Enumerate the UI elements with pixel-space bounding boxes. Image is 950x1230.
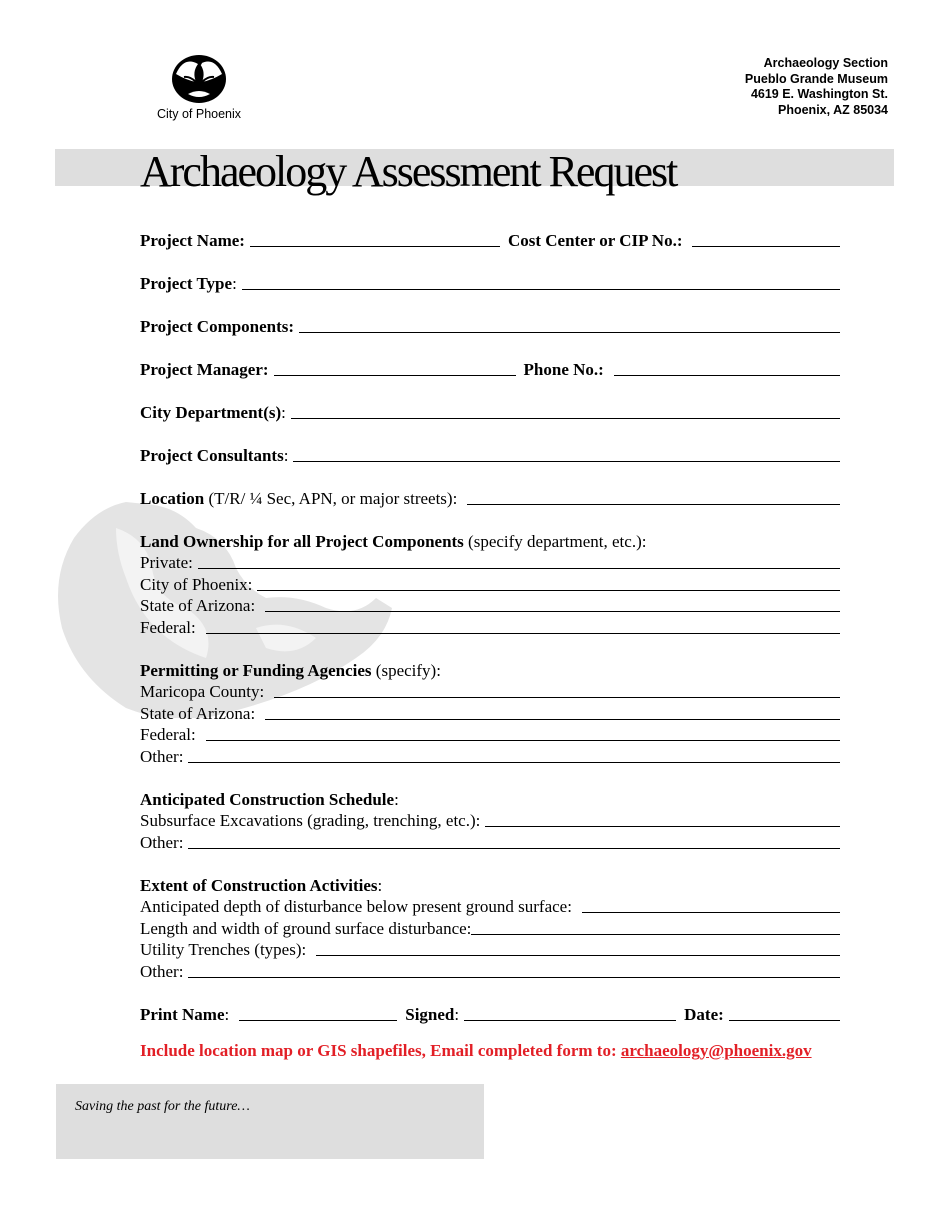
project-manager-row bbox=[140, 357, 840, 379]
project-manager-field[interactable] bbox=[274, 375, 516, 376]
project-manager-label: Project Manager: bbox=[140, 359, 269, 379]
land-ownership-label: Land Ownership for all Project Components bbox=[140, 531, 464, 551]
state-of-arizona-label: State of Arizona: bbox=[140, 596, 256, 615]
utility-trenches-row bbox=[140, 938, 840, 960]
other-row bbox=[140, 744, 840, 766]
project-name-field[interactable] bbox=[250, 246, 500, 247]
project-components-row bbox=[140, 314, 840, 336]
other-3-field[interactable] bbox=[188, 977, 840, 978]
utility-trenches-field[interactable] bbox=[316, 955, 840, 956]
tagline: Saving the past for the future… bbox=[75, 1099, 250, 1114]
address-line: Archaeology Section bbox=[763, 56, 888, 70]
date-field[interactable] bbox=[729, 1020, 840, 1021]
permitting-label: Permitting or Funding Agencies bbox=[140, 660, 372, 680]
other-2-field[interactable] bbox=[188, 848, 840, 849]
city-of-phoenix-label: City of Phoenix: bbox=[140, 574, 253, 594]
project-consultants-row: Project Consultants: bbox=[140, 443, 840, 465]
page-title: Archaeology Assessment Request bbox=[140, 147, 677, 196]
project-consultants-field[interactable] bbox=[293, 461, 840, 462]
state-of-arizona-2-row bbox=[140, 701, 840, 723]
utility-trenches-label: Utility Trenches (types): bbox=[140, 940, 307, 959]
federal-row bbox=[140, 615, 840, 637]
other-3-label: Other: bbox=[140, 961, 184, 981]
private-row bbox=[140, 551, 840, 573]
project-type-field[interactable] bbox=[242, 289, 840, 290]
state-of-arizona-field[interactable] bbox=[265, 611, 840, 612]
project-consultants-label: Project Consultants bbox=[140, 445, 284, 465]
location-field[interactable] bbox=[467, 504, 840, 505]
signature-row: Print Name: Signed: Date: bbox=[140, 1002, 840, 1024]
other-3-row bbox=[140, 959, 840, 981]
location-row bbox=[140, 486, 840, 508]
depth-label: Anticipated depth of disturbance below present ground surface: bbox=[140, 897, 572, 916]
address-line: 4619 E. Washington St. bbox=[750, 87, 888, 101]
subsurface-row bbox=[140, 809, 840, 831]
assessment-form bbox=[140, 228, 840, 1024]
city-department-field[interactable] bbox=[291, 418, 840, 419]
federal-2-label: Federal: bbox=[140, 725, 196, 744]
depth-field[interactable] bbox=[582, 912, 840, 913]
project-type-label: Project Type bbox=[140, 273, 233, 293]
project-components-label: Project Components: bbox=[140, 316, 295, 336]
land-ownership-heading bbox=[140, 529, 840, 551]
other-field[interactable] bbox=[188, 762, 840, 763]
city-of-phoenix-field[interactable] bbox=[257, 590, 840, 591]
federal-2-field[interactable] bbox=[206, 740, 840, 741]
city-department-label: City Department(s) bbox=[140, 402, 282, 422]
project-name-row bbox=[140, 228, 840, 250]
schedule-heading: Anticipated Construction Schedule: bbox=[140, 789, 399, 809]
signed-label: Signed bbox=[405, 1004, 455, 1024]
logo-text: City of Phoenix bbox=[156, 107, 242, 121]
length-width-field[interactable] bbox=[471, 934, 840, 935]
private-label: Private: bbox=[140, 553, 193, 572]
other-label: Other: bbox=[140, 746, 184, 766]
maricopa-county-row bbox=[140, 680, 840, 702]
land-ownership-hint: (specify department, etc.): bbox=[463, 531, 647, 551]
address-line: Pueblo Grande Museum bbox=[744, 71, 888, 86]
location-label: Location bbox=[140, 488, 205, 508]
email-link[interactable]: archaeology@phoenix.gov bbox=[620, 1041, 812, 1060]
project-components-field[interactable] bbox=[299, 332, 840, 333]
depth-row bbox=[140, 895, 840, 917]
phone-no-label: Phone No.: bbox=[523, 359, 604, 379]
other-2-label: Other: bbox=[140, 832, 184, 852]
city-logo bbox=[140, 50, 258, 124]
extent-heading: Extent of Construction Activities: bbox=[140, 875, 383, 895]
federal-label: Federal: bbox=[140, 617, 196, 637]
location-hint: (T/R/ ¼ Sec, APN, or major streets): bbox=[204, 488, 458, 508]
state-of-arizona-2-label: State of Arizona: bbox=[140, 703, 256, 723]
extent-label: Extent of Construction Activities bbox=[140, 875, 378, 895]
submission-note bbox=[140, 1041, 812, 1061]
footer-box bbox=[56, 1084, 484, 1159]
subsurface-field[interactable] bbox=[485, 826, 840, 827]
cost-center-field[interactable] bbox=[692, 246, 840, 247]
project-type-row: Project Type: bbox=[140, 271, 840, 293]
schedule-label: Anticipated Construction Schedule bbox=[140, 789, 395, 809]
private-field[interactable] bbox=[198, 568, 840, 569]
signed-field[interactable] bbox=[464, 1020, 676, 1021]
city-of-phoenix-row bbox=[140, 572, 840, 594]
print-name-label: Print Name bbox=[140, 1004, 225, 1024]
phoenix-bird-icon bbox=[170, 50, 228, 106]
phone-no-field[interactable] bbox=[614, 375, 840, 376]
state-of-arizona-2-field[interactable] bbox=[265, 719, 840, 720]
maricopa-county-label: Maricopa County: bbox=[140, 682, 265, 701]
cost-center-label: Cost Center or CIP No.: bbox=[507, 230, 683, 250]
city-department-row: City Department(s): bbox=[140, 400, 840, 422]
address-line: Phoenix, AZ 85034 bbox=[778, 102, 888, 117]
submission-note-text: Include location map or GIS shapefiles, Email completed form to: bbox=[140, 1041, 621, 1060]
date-label: Date: bbox=[684, 1004, 724, 1024]
state-of-arizona-row bbox=[140, 594, 840, 616]
length-width-label: Length and width of ground surface disturbance: bbox=[140, 918, 472, 938]
permitting-hint: (specify): bbox=[371, 660, 441, 680]
federal-field[interactable] bbox=[206, 633, 840, 634]
maricopa-county-field[interactable] bbox=[274, 697, 840, 698]
subsurface-label: Subsurface Excavations (grading, trenching, etc.): bbox=[140, 811, 481, 830]
other-2-row bbox=[140, 830, 840, 852]
project-name-label: Project Name: bbox=[140, 230, 245, 250]
address-block bbox=[745, 56, 888, 118]
permitting-heading bbox=[140, 658, 840, 680]
length-width-row bbox=[140, 916, 840, 938]
federal-2-row bbox=[140, 723, 840, 745]
print-name-field[interactable] bbox=[239, 1020, 397, 1021]
